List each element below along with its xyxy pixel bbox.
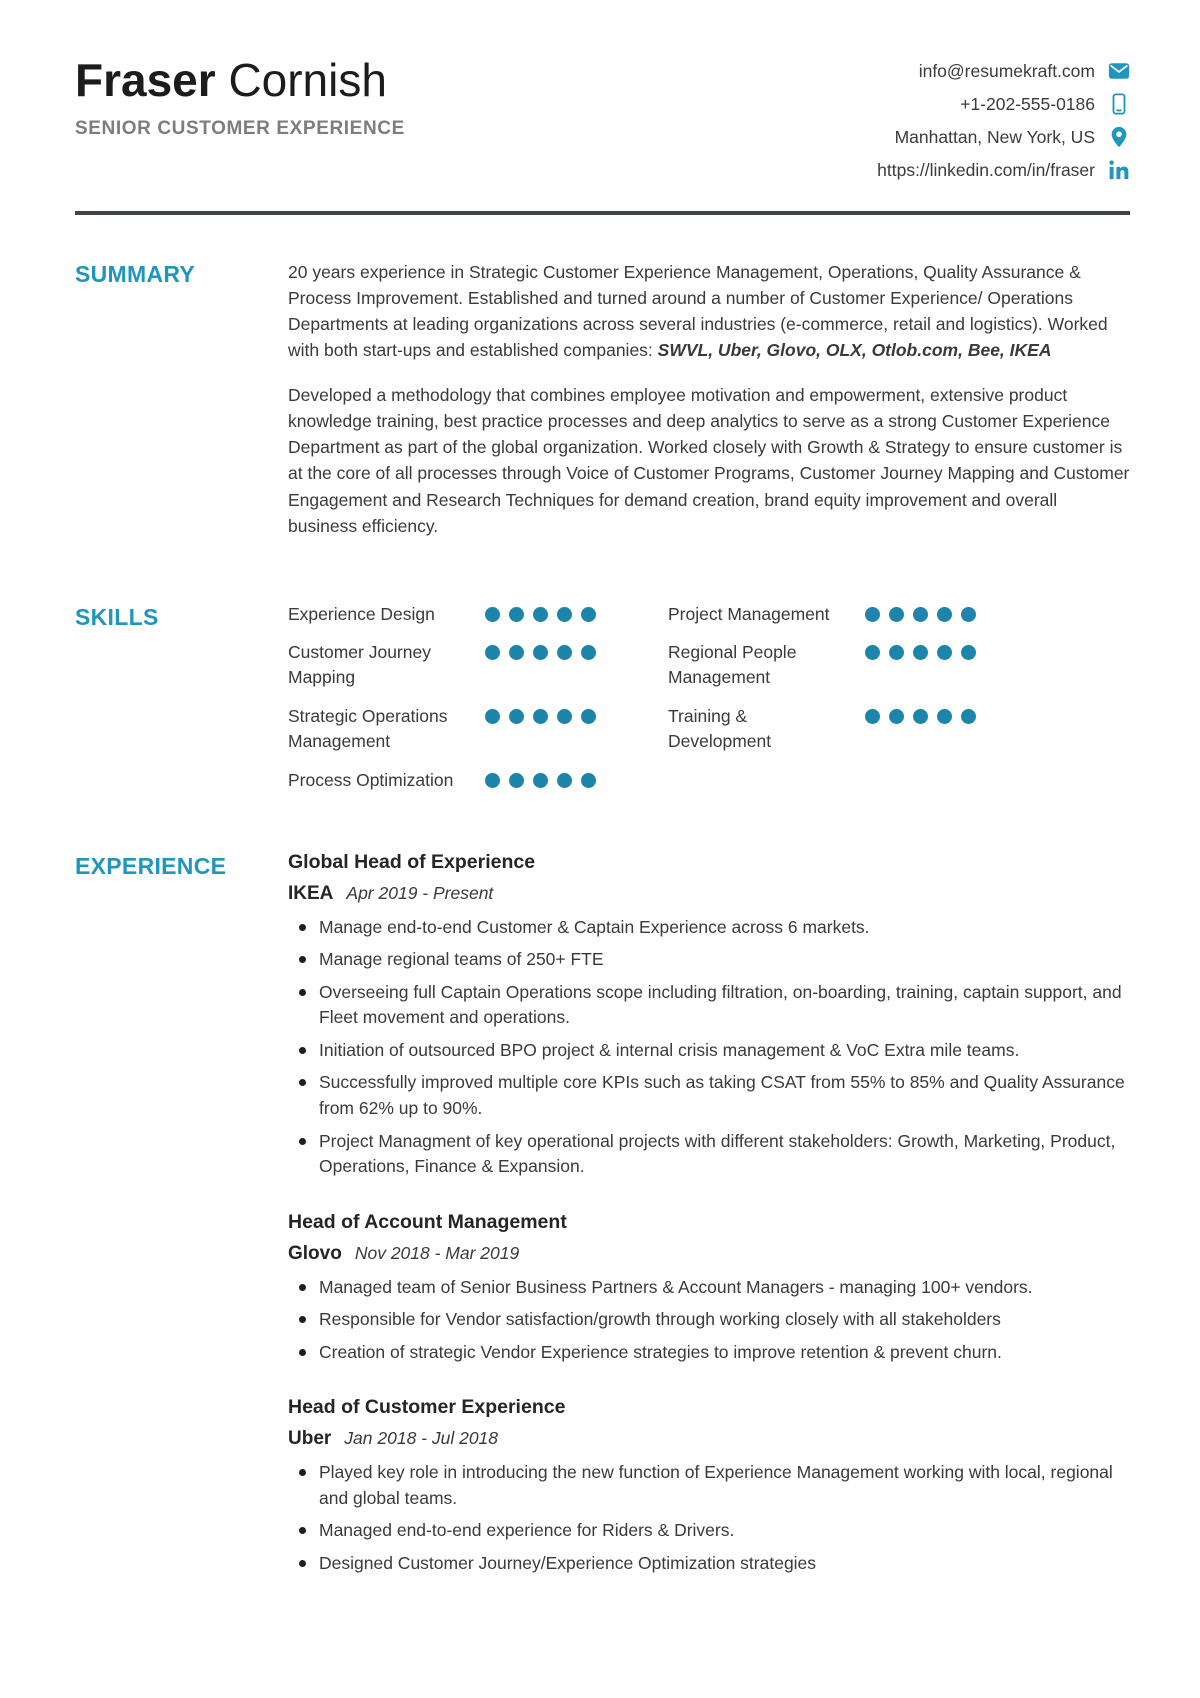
contact-text[interactable]: info@resumekraft.com <box>918 60 1095 81</box>
skill-item <box>668 704 1130 754</box>
job-bullet: Played key role in introducing the new function of Experience Management working with local, regional and global teams. <box>319 1460 1130 1511</box>
skill-item <box>668 602 1130 627</box>
skill-dot-filled <box>913 645 928 660</box>
skill-dot-filled <box>485 645 500 660</box>
skill-dot-filled <box>865 645 880 660</box>
skill-dot-filled <box>865 607 880 622</box>
skill-dot-filled <box>581 645 596 660</box>
skill-dot-filled <box>509 773 524 788</box>
job-entry <box>288 851 1130 1180</box>
skill-level-dots <box>865 602 976 627</box>
skill-dot-filled <box>581 709 596 724</box>
job-bullet: Managed team of Senior Business Partners & Account Managers - managing 100+ vendors. <box>319 1275 1130 1301</box>
phone-icon <box>1108 93 1130 115</box>
skill-dot-filled <box>533 645 548 660</box>
skill-dot-filled <box>533 709 548 724</box>
skill-dot-filled <box>509 709 524 724</box>
skill-level-dots <box>485 704 596 754</box>
linkedin-icon <box>1108 159 1130 181</box>
job-bullet: Designed Customer Journey/Experience Optimization strategies <box>319 1551 1130 1577</box>
skill-label: Customer Journey Mapping <box>288 642 431 688</box>
skill-dot-filled <box>889 709 904 724</box>
skill-label: Regional People Management <box>668 642 797 688</box>
job-dates: Apr 2019 - Present <box>346 882 494 903</box>
job-bullet: Initiation of outsourced BPO project & internal crisis management & VoC Extra mile teams. <box>319 1038 1130 1064</box>
job-dates: Jan 2018 - Jul 2018 <box>344 1428 499 1449</box>
job-dates: Nov 2018 - Mar 2019 <box>354 1242 520 1263</box>
skill-dot-filled <box>889 645 904 660</box>
skill-dot-filled <box>557 773 572 788</box>
header-divider <box>75 211 1130 215</box>
skills-heading: SKILLS <box>75 603 159 630</box>
summary-paragraph-1 <box>288 259 1130 363</box>
resume-header <box>75 55 1130 182</box>
job-title: Head of Customer Experience <box>288 1396 566 1419</box>
job-entry <box>288 1211 1130 1366</box>
job-bullet: Overseeing full Captain Operations scope including filtration, on-boarding, training, captain support, and Fleet movement and operations. <box>319 980 1130 1031</box>
contact-text[interactable]: +1-202-555-0186 <box>960 93 1095 114</box>
skill-dot-filled <box>581 773 596 788</box>
jobs-list <box>288 851 1130 1584</box>
job-meta <box>288 1243 1130 1265</box>
identity-block <box>75 55 405 140</box>
job-bullet-list <box>288 1460 1130 1576</box>
skill-item <box>288 640 668 690</box>
skill-label: Strategic Operations Management <box>288 706 448 751</box>
contact-row[interactable] <box>877 158 1130 182</box>
skill-dot-filled <box>937 645 952 660</box>
candidate-name <box>75 55 405 106</box>
contact-row[interactable] <box>960 92 1130 116</box>
skill-level-dots <box>865 640 976 690</box>
summary-text: 20 years experience in Strategic Customer Experience Management, Operations, Quality Assurance & Process Improvement. Established and turned around a number of Customer Experience/ Operations Departments at leading organizations across several industries (e-commerce, retail and logistics). Worked with both start-ups and established companies: <box>288 262 1108 361</box>
job-bullet: Project Managment of key operational projects with different stakeholders: Growth, Marketing, Product, Operations, Finance & Expansion. <box>319 1129 1130 1180</box>
skill-level-dots <box>485 602 596 627</box>
skill-level-dots <box>485 768 596 793</box>
skill-item <box>288 704 668 754</box>
skill-dot-filled <box>557 645 572 660</box>
skill-dot-filled <box>533 607 548 622</box>
summary-content <box>288 259 1130 558</box>
skill-item <box>288 602 668 627</box>
job-bullet: Responsible for Vendor satisfaction/growth through working closely with all stakeholders <box>319 1307 1130 1333</box>
skill-item <box>288 768 668 793</box>
skill-dot-filled <box>485 709 500 724</box>
skill-dot-filled <box>913 709 928 724</box>
skill-dot-filled <box>557 607 572 622</box>
skill-dot-filled <box>533 773 548 788</box>
location-icon <box>1108 126 1130 148</box>
skill-dot-filled <box>509 645 524 660</box>
skill-dot-filled <box>937 607 952 622</box>
job-meta <box>288 1428 1130 1450</box>
job-bullet: Successfully improved multiple core KPIs such as taking CSAT from 55% to 85% and Quality Assurance from 62% up to 90%. <box>319 1070 1130 1121</box>
skills-section <box>75 602 1130 807</box>
skill-level-dots <box>865 704 976 754</box>
skill-dot-filled <box>865 709 880 724</box>
skills-grid <box>288 602 1130 807</box>
job-bullet: Manage regional teams of 250+ FTE <box>319 947 1130 973</box>
job-company: Uber <box>288 1428 332 1450</box>
skill-level-dots <box>485 640 596 690</box>
job-bullet-list <box>288 1275 1130 1366</box>
candidate-job-title: SENIOR CUSTOMER EXPERIENCE <box>75 117 405 139</box>
last-name: Cornish <box>228 54 387 106</box>
skill-dot-filled <box>509 607 524 622</box>
skill-dot-filled <box>913 607 928 622</box>
skill-dot-filled <box>485 607 500 622</box>
contact-row <box>895 125 1130 149</box>
skill-dot-filled <box>961 709 976 724</box>
skills-column <box>288 602 668 807</box>
experience-heading: EXPERIENCE <box>75 852 227 879</box>
experience-section <box>75 851 1130 1584</box>
job-entry <box>288 1396 1130 1576</box>
skill-dot-filled <box>961 607 976 622</box>
contact-text: Manhattan, New York, US <box>894 126 1095 147</box>
contact-text[interactable]: https://linkedin.com/in/fraser <box>877 159 1095 180</box>
contact-list <box>877 55 1130 182</box>
skill-dot-filled <box>961 645 976 660</box>
skill-label: Training & Development <box>668 706 772 751</box>
job-bullet-list <box>288 915 1130 1180</box>
skill-dot-filled <box>557 709 572 724</box>
job-company: Glovo <box>288 1242 342 1264</box>
job-meta <box>288 883 1130 905</box>
job-bullet: Managed end-to-end experience for Riders & Drivers. <box>319 1518 1130 1544</box>
job-title: Head of Account Management <box>288 1210 567 1233</box>
companies-list: SWVL, Uber, Glovo, OLX, Otlob.com, Bee, IKEA <box>657 340 1052 361</box>
summary-paragraph-2: Developed a methodology that combines employee motivation and empowerment, extensive product knowledge training, best practice processes and deep analytics to serve as a strong Customer Experience Department as part of the global organization. Worked closely with Growth & Strategy to ensure customer is at the core of all processes through Voice of Customer Programs, Customer Journey Mapping and Customer Engagement and Research Techniques for demand creation, brand equity improvement and overall business efficiency. <box>288 385 1130 536</box>
job-bullet: Manage end-to-end Customer & Captain Experience across 6 markets. <box>319 915 1130 941</box>
email-icon <box>1108 60 1130 82</box>
skill-dot-filled <box>889 607 904 622</box>
skill-label: Project Management <box>668 603 830 624</box>
skill-dot-filled <box>485 773 500 788</box>
skill-dot-filled <box>937 709 952 724</box>
summary-heading: SUMMARY <box>75 261 196 287</box>
skill-item <box>668 640 1130 690</box>
first-name: Fraser <box>75 54 216 106</box>
skills-column <box>668 602 1130 807</box>
summary-section <box>75 259 1130 558</box>
skill-label: Experience Design <box>288 603 435 624</box>
skill-label: Process Optimization <box>288 769 454 790</box>
job-bullet: Creation of strategic Vendor Experience strategies to improve retention & prevent churn. <box>319 1340 1130 1366</box>
job-company: IKEA <box>288 882 334 904</box>
contact-row[interactable] <box>919 59 1130 83</box>
job-title: Global Head of Experience <box>288 850 536 873</box>
skill-dot-filled <box>581 607 596 622</box>
